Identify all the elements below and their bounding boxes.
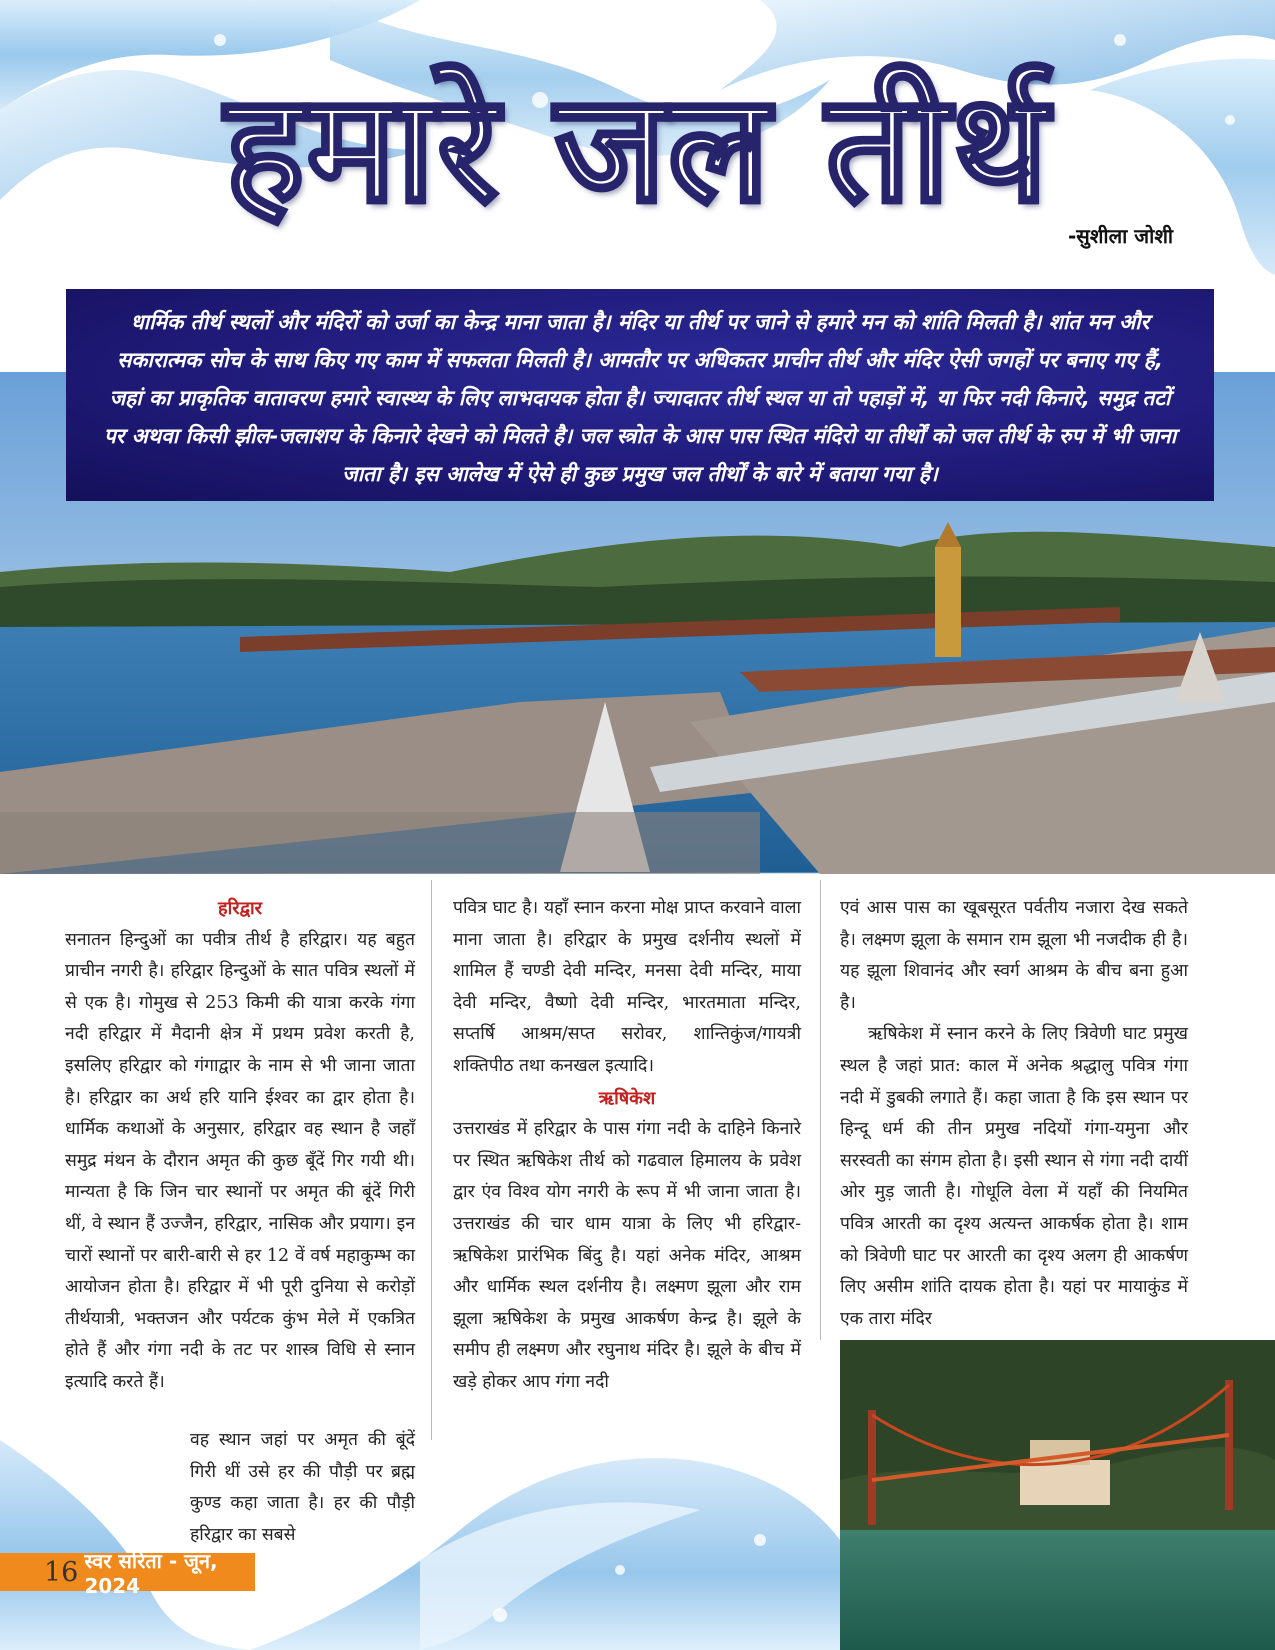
- page-footer: [0, 1548, 255, 1598]
- lakshman-jhula-photo: [840, 1340, 1275, 1650]
- page-number: 16: [44, 1556, 79, 1588]
- author-byline: -सुशीला जोशी: [1068, 224, 1174, 248]
- section-heading-rishikesh: ऋषिकेश: [598, 1087, 656, 1109]
- water-splash-bottom: [0, 1420, 840, 1650]
- page-title: हमारे जल तीर्थ: [224, 62, 1051, 236]
- rishikesh-paragraph-3: ऋषिकेश में स्नान करने के लिए त्रिवेणी घाट प्रमुख स्थल है जहां प्रात: काल में अनेक श्रद्धालु पवित्र गंगा नदी में डुबकी लगाते हैं। कहा जाता है कि इस स्थान पर हिन्दू धर्म की तीन प्रमुख नदियों गंगा-यमुना और सरस्वती का संगम होता है। इसी स्थान से गंगा नदी दायीं ओर मुड़ जाती है। गोधूलि वेला में यहाँ की नियमित पवित्र आरती का दृश्य अत्यन्त आकर्षक होता है। शाम को त्रिवेणी घाट पर आरती का दृश्य अलग ही आकर्षण लिए असीम शांति दायक होता है। यहां पर मायाकुंड में एक तारा मंदिर: [840, 1024, 1188, 1329]
- column-divider: [431, 880, 432, 1440]
- magazine-issue: स्वर सरिता - जून, 2024: [84, 1548, 218, 1598]
- haridwar-paragraph-2: वह स्थान जहां पर अमृत की बूंदें गिरी थीं उसे हर की पौड़ी पर ब्रह्म कुण्ड कहा जाता है। हर की पौड़ी हरिद्वार का सबसे: [190, 1430, 415, 1545]
- column-divider: [820, 880, 821, 1340]
- haridwar-paragraph-1: सनातन हिन्दुओं का पवीत्र तीर्थ है हरिद्वार। यह बहुत प्राचीन नगरी है। हरिद्वार हिन्दुओं के सात पवित्र स्थलों में से एक है। गोमुख से 253 किमी की यात्रा करके गंगा नदी हरिद्वार में मैदानी क्षेत्र में प्रथम प्रवेश करती है, इसलिए हरिद्वार को गंगाद्वार के नाम से भी जाना जाता है। हरिद्वार का अर्थ हरि यानि ईश्वर का द्वार होता है। धार्मिक कथाओं के अनुसार, हरिद्वार वह स्थान है जहाँ समुद्र मंथन के दौरान अमृत की कुछ बूँदें गिर गयी थी। मान्यता है कि जिन चार स्थानों पर अमृत की बूंदें गिरी थीं, वे स्थान हैं उज्जैन, हरिद्वार, नासिक और प्रयाग। इन चारों स्थानों पर बारी-बारी से हर 12 वें वर्ष महाकुम्भ का आयोजन होता है। हरिद्वार में भी पूरी दुनिया से करोड़ों तीर्थयात्री, भक्तजन और पर्यटक कुंभ मेले में एकत्रित होते हैं और गंगा नदी के तट पर शास्त्र विधि से स्नान इत्यादि करते हैं।: [65, 929, 415, 1392]
- intro-text: धार्मिक तीर्थ स्थलों और मंदिरों को उर्जा का केन्द्र माना जाता है। मंदिर या तीर्थ पर जाने से हमारे मन को शांति मिलती है। शांत मन और सकारात्मक सोच के साथ किए गए काम में सफलता मिलती है। आमतौर पर अधिकतर प्राचीन तीर्थ और मंदिर ऐसी जगहों पर बनाए गए हैं, जहां का प्राकृतिक वातावरण हमारे स्वास्थ्य के लिए लाभदायक होता है। ज्यादातर तीर्थ स्थल या तो पहाड़ों में, या फिर नदी किनारे, समुद्र तटों पर अथवा किसी झील-जलाशय के किनारे देखने को मिलते है। जल स्त्रोत के आस पास स्थित मंदिरो या तीर्थों को जल तीर्थ के रुप में भी जाना जाता है। इस आलेख में ऐसे ही कुछ प्रमुख जल तीर्थों के बारे में बताया गया है।: [103, 310, 1177, 486]
- haridwar-paragraph-3: पवित्र घाट है। यहाँ स्नान करना मोक्ष प्राप्त करवाने वाला माना जाता है। हरिद्वार के प्रमुख दर्शनीय स्थलों में शामिल हैं चण्डी देवी मन्दिर, मनसा देवी मन्दिर, माया देवी मन्दिर, वैष्णो देवी मन्दिर, भारतमाता मन्दिर, सप्तर्षि आश्रम/सप्त सरोवर, शान्तिकुंज/गायत्री शक्तिपीठ तथा कनखल इत्यादि।: [453, 898, 801, 1076]
- column-1-continued: [190, 1425, 415, 1551]
- rishikesh-paragraph-1: उत्तराखंड में हरिद्वार के पास गंगा नदी के दाहिने किनारे पर स्थित ऋषिकेश तीर्थ को गढवाल हिमालय के प्रवेश द्वार एंव विश्व योग नगरी के रूप में भी जाना जाता है। उत्तराखंड की चार धाम यात्रा के लिए भी हरिद्वार-ऋषिकेश प्रारंभिक बिंदु है। यहां अनेक मंदिर, आश्रम और धार्मिक स्थल दर्शनीय है। लक्ष्मण झूला और राम झूला ऋषिकेश के प्रमुख आकर्षण केन्द्र है। झूले के समीप ही लक्ष्मण और रघुनाथ मंदिर है। झूले के बीच में खड़े होकर आप गंगा नदी: [453, 1119, 801, 1392]
- column-3: [840, 893, 1188, 1335]
- intro-box: [66, 289, 1214, 501]
- rishikesh-paragraph-2: एवं आस पास का खूबसूरत पर्वतीय नजारा देख सकते है। लक्ष्मण झूला के समान राम झूला भी नजदीक ही है। यह झूला शिवानंद और स्वर्ग आश्रम के बीच बना हुआ है।: [840, 898, 1188, 1013]
- column-1: [65, 893, 415, 1399]
- column-2: [453, 893, 801, 1399]
- section-heading-haridwar: हरिद्वार: [218, 898, 262, 919]
